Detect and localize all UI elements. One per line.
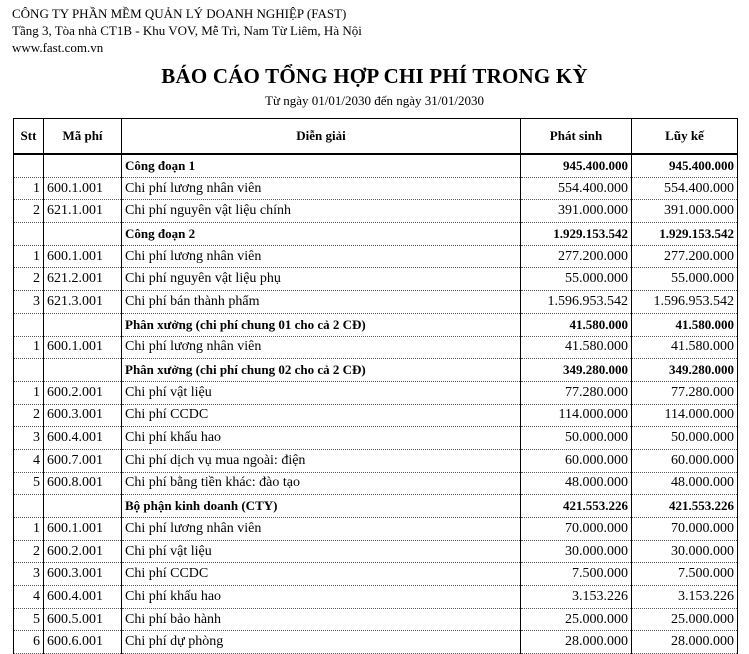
cell-description: Chi phí vật liệu: [122, 540, 521, 563]
cell-stt: 3: [14, 291, 44, 314]
company-website: www.fast.com.vn: [12, 40, 104, 55]
table-row: [14, 608, 738, 631]
company-info: [12, 5, 362, 56]
header-cumulative: Lũy kế: [632, 119, 738, 155]
cell-incurred: 48.000.000: [521, 472, 632, 495]
cell-description: Chi phí lương nhân viên: [122, 336, 521, 359]
cell-incurred: 30.000.000: [521, 540, 632, 563]
cell-cumulative: 391.000.000: [632, 200, 738, 223]
cell-stt: 1: [14, 245, 44, 268]
table-row: [14, 291, 738, 314]
cell-stt: [14, 313, 44, 336]
report-title: BÁO CÁO TỔNG HỢP CHI PHÍ TRONG KỲ: [161, 64, 588, 88]
cell-incurred: 70.000.000: [521, 518, 632, 541]
table-header-row: [14, 119, 738, 155]
cell-description: Chi phí khấu hao: [122, 586, 521, 609]
cell-incurred: 25.000.000: [521, 608, 632, 631]
cell-cumulative: 349.280.000: [632, 359, 738, 382]
table-row: [14, 336, 738, 359]
cell-description: Chi phí nguyên vật liệu chính: [122, 200, 521, 223]
cell-incurred: 55.000.000: [521, 268, 632, 291]
cell-incurred: 554.400.000: [521, 177, 632, 200]
header-incurred: Phát sinh: [521, 119, 632, 155]
table-row: [14, 245, 738, 268]
cell-stt: 6: [14, 631, 44, 654]
table-row: [14, 631, 738, 654]
cell-incurred: 1.596.953.542: [521, 291, 632, 314]
company-address: Tầng 3, Tòa nhà CT1B - Khu VOV, Mễ Trì, Nam Từ Liêm, Hà Nội: [12, 23, 362, 38]
cell-cumulative: 60.000.000: [632, 449, 738, 472]
cell-code: 600.4.001: [44, 586, 122, 609]
cell-incurred: 41.580.000: [521, 336, 632, 359]
group-row: [14, 359, 738, 382]
cell-cumulative: 41.580.000: [632, 336, 738, 359]
cell-cumulative: 421.553.226: [632, 495, 738, 518]
cell-description: Chi phí CCDC: [122, 404, 521, 427]
cell-description: Chi phí nguyên vật liệu phụ: [122, 268, 521, 291]
cell-description: Chi phí vật liệu: [122, 381, 521, 404]
cell-cumulative: 277.200.000: [632, 245, 738, 268]
cell-description: Bộ phận kinh doanh (CTY): [122, 495, 521, 518]
cell-code: 600.2.001: [44, 381, 122, 404]
table-body: [14, 154, 738, 654]
table-row: [14, 381, 738, 404]
table-row: [14, 563, 738, 586]
cell-cumulative: 70.000.000: [632, 518, 738, 541]
table-row: [14, 472, 738, 495]
group-row: [14, 313, 738, 336]
cell-description: Phân xưởng (chi phí chung 01 cho cả 2 CĐ): [122, 313, 521, 336]
cell-stt: 1: [14, 336, 44, 359]
cell-code: 600.5.001: [44, 608, 122, 631]
cell-description: Phân xưởng (chi phí chung 02 cho cả 2 CĐ): [122, 359, 521, 382]
cell-code: 600.2.001: [44, 540, 122, 563]
table-row: [14, 200, 738, 223]
cell-stt: 1: [14, 381, 44, 404]
cell-cumulative: 77.280.000: [632, 381, 738, 404]
cell-code: 600.8.001: [44, 472, 122, 495]
cell-stt: 4: [14, 586, 44, 609]
cell-cumulative: 114.000.000: [632, 404, 738, 427]
table-row: [14, 268, 738, 291]
cell-description: Chi phí dịch vụ mua ngoài: điện: [122, 449, 521, 472]
cell-code: 600.3.001: [44, 563, 122, 586]
cell-code: [44, 495, 122, 518]
cell-code: 621.1.001: [44, 200, 122, 223]
cell-code: 600.1.001: [44, 177, 122, 200]
header-code: Mã phí: [44, 119, 122, 155]
cell-cumulative: 41.580.000: [632, 313, 738, 336]
cell-incurred: 1.929.153.542: [521, 223, 632, 246]
cell-stt: 2: [14, 200, 44, 223]
cell-incurred: 114.000.000: [521, 404, 632, 427]
cell-incurred: 41.580.000: [521, 313, 632, 336]
group-row: [14, 495, 738, 518]
cell-stt: 2: [14, 268, 44, 291]
cell-description: Chi phí CCDC: [122, 563, 521, 586]
cell-code: 600.1.001: [44, 336, 122, 359]
cell-description: Công đoạn 2: [122, 223, 521, 246]
cell-cumulative: 945.400.000: [632, 154, 738, 177]
company-name: CÔNG TY PHẦN MỀM QUẢN LÝ DOANH NGHIỆP (FAST): [12, 6, 347, 21]
table-row: [14, 449, 738, 472]
cell-incurred: 277.200.000: [521, 245, 632, 268]
cell-code: [44, 313, 122, 336]
report-period: Từ ngày 01/01/2030 đến ngày 31/01/2030: [265, 93, 484, 108]
cell-code: 600.4.001: [44, 427, 122, 450]
cell-code: 621.2.001: [44, 268, 122, 291]
cell-incurred: 3.153.226: [521, 586, 632, 609]
cell-stt: [14, 223, 44, 246]
cell-stt: [14, 359, 44, 382]
cell-code: 600.1.001: [44, 245, 122, 268]
header-description: Diễn giải: [122, 119, 521, 155]
cell-description: Chi phí bán thành phẩm: [122, 291, 521, 314]
cell-code: 600.6.001: [44, 631, 122, 654]
header-stt: Stt: [14, 119, 44, 155]
cell-incurred: 349.280.000: [521, 359, 632, 382]
cell-incurred: 391.000.000: [521, 200, 632, 223]
cell-stt: 4: [14, 449, 44, 472]
cell-description: Chi phí bằng tiền khác: đào tạo: [122, 472, 521, 495]
cell-stt: 3: [14, 427, 44, 450]
cell-cumulative: 25.000.000: [632, 608, 738, 631]
cell-incurred: 28.000.000: [521, 631, 632, 654]
cell-cumulative: 7.500.000: [632, 563, 738, 586]
table-row: [14, 404, 738, 427]
cell-stt: 3: [14, 563, 44, 586]
cell-stt: 1: [14, 518, 44, 541]
cell-incurred: 421.553.226: [521, 495, 632, 518]
cell-code: 600.3.001: [44, 404, 122, 427]
group-row: [14, 223, 738, 246]
cell-cumulative: 1.929.153.542: [632, 223, 738, 246]
table-row: [14, 518, 738, 541]
table-row: [14, 540, 738, 563]
cell-code: 600.1.001: [44, 518, 122, 541]
cell-incurred: 7.500.000: [521, 563, 632, 586]
cell-code: [44, 154, 122, 177]
cell-cumulative: 50.000.000: [632, 427, 738, 450]
cell-stt: 1: [14, 177, 44, 200]
cell-description: Chi phí lương nhân viên: [122, 245, 521, 268]
cost-summary-table: [13, 118, 738, 654]
table-row: [14, 177, 738, 200]
cell-stt: 2: [14, 404, 44, 427]
cell-incurred: 945.400.000: [521, 154, 632, 177]
cell-code: 600.7.001: [44, 449, 122, 472]
cell-cumulative: 30.000.000: [632, 540, 738, 563]
cell-incurred: 60.000.000: [521, 449, 632, 472]
group-row: [14, 154, 738, 177]
cell-description: Chi phí lương nhân viên: [122, 518, 521, 541]
cell-cumulative: 554.400.000: [632, 177, 738, 200]
table-row: [14, 586, 738, 609]
cell-code: 621.3.001: [44, 291, 122, 314]
cell-description: Chi phí khấu hao: [122, 427, 521, 450]
cell-description: Chi phí dự phòng: [122, 631, 521, 654]
cell-cumulative: 3.153.226: [632, 586, 738, 609]
cell-stt: 5: [14, 472, 44, 495]
cell-incurred: 50.000.000: [521, 427, 632, 450]
cell-cumulative: 28.000.000: [632, 631, 738, 654]
cell-cumulative: 55.000.000: [632, 268, 738, 291]
cell-cumulative: 1.596.953.542: [632, 291, 738, 314]
cell-cumulative: 48.000.000: [632, 472, 738, 495]
cell-description: Chi phí bảo hành: [122, 608, 521, 631]
cell-stt: 5: [14, 608, 44, 631]
cell-description: Công đoạn 1: [122, 154, 521, 177]
table-row: [14, 427, 738, 450]
cell-stt: [14, 495, 44, 518]
cell-stt: 2: [14, 540, 44, 563]
cell-code: [44, 359, 122, 382]
cell-incurred: 77.280.000: [521, 381, 632, 404]
cell-code: [44, 223, 122, 246]
cell-description: Chi phí lương nhân viên: [122, 177, 521, 200]
cell-stt: [14, 154, 44, 177]
